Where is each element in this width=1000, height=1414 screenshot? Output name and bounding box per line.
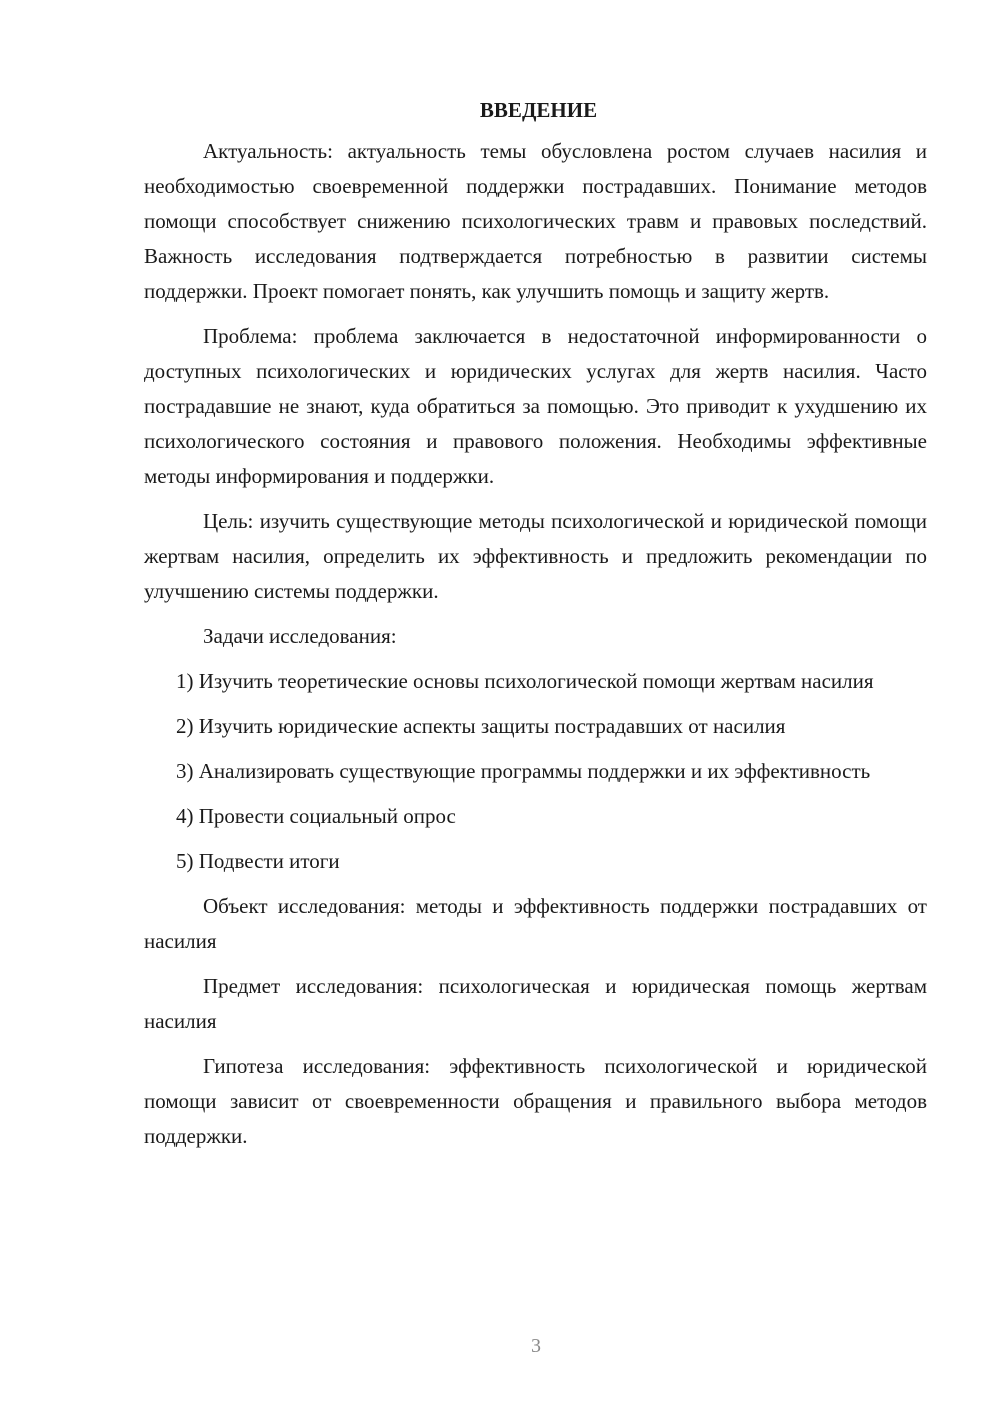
task-item: 4) Провести социальный опрос bbox=[176, 804, 456, 828]
page-number: 3 bbox=[531, 1335, 541, 1357]
tasks-heading: Задачи исследования: bbox=[203, 624, 397, 648]
task-item: 3) Анализировать существующие программы поддержки и их эффективность bbox=[176, 759, 871, 783]
task-item: 5) Подвести итоги bbox=[176, 849, 340, 873]
research-object-paragraph: Объект исследования: методы и эффективность поддержки пострадавших от насилия bbox=[144, 894, 927, 953]
problem-paragraph: Проблема: проблема заключается в недостаточной информированности о доступных психологических и юридических услугах для жертв насилия. Часто пострадавшие не знают, куда обратиться за помощью. Это приводит к ухудшению их психологического состояния и правового положения. Необходимы эффективные методы информирования и поддержки. bbox=[144, 324, 927, 488]
section-title: ВВЕДЕНИЕ bbox=[479, 98, 598, 122]
hypothesis-paragraph: Гипотеза исследования: эффективность психологической и юридической помощи зависит от своевременности обращения и правильного выбора методов поддержки. bbox=[144, 1054, 927, 1148]
relevance-paragraph: Актуальность: актуальность темы обусловлена ростом случаев насилия и необходимостью своевременной поддержки пострадавших. Понимание методов помощи способствует снижению психологических травм и правовых последствий. Важность исследования подтверждается потребностью в развитии системы поддержки. Проект помогает понять, как улучшить помощь и защиту жертв. bbox=[144, 139, 927, 303]
document-body bbox=[144, 93, 927, 1164]
task-item: 2) Изучить юридические аспекты защиты пострадавших от насилия bbox=[176, 714, 786, 738]
task-item: 1) Изучить теоретические основы психологической помощи жертвам насилия bbox=[176, 669, 874, 693]
goal-paragraph: Цель: изучить существующие методы психологической и юридической помощи жертвам насилия, определить их эффективность и предложить рекомендации по улучшению системы поддержки. bbox=[144, 509, 927, 603]
research-subject-paragraph: Предмет исследования: психологическая и юридическая помощь жертвам насилия bbox=[144, 974, 927, 1033]
